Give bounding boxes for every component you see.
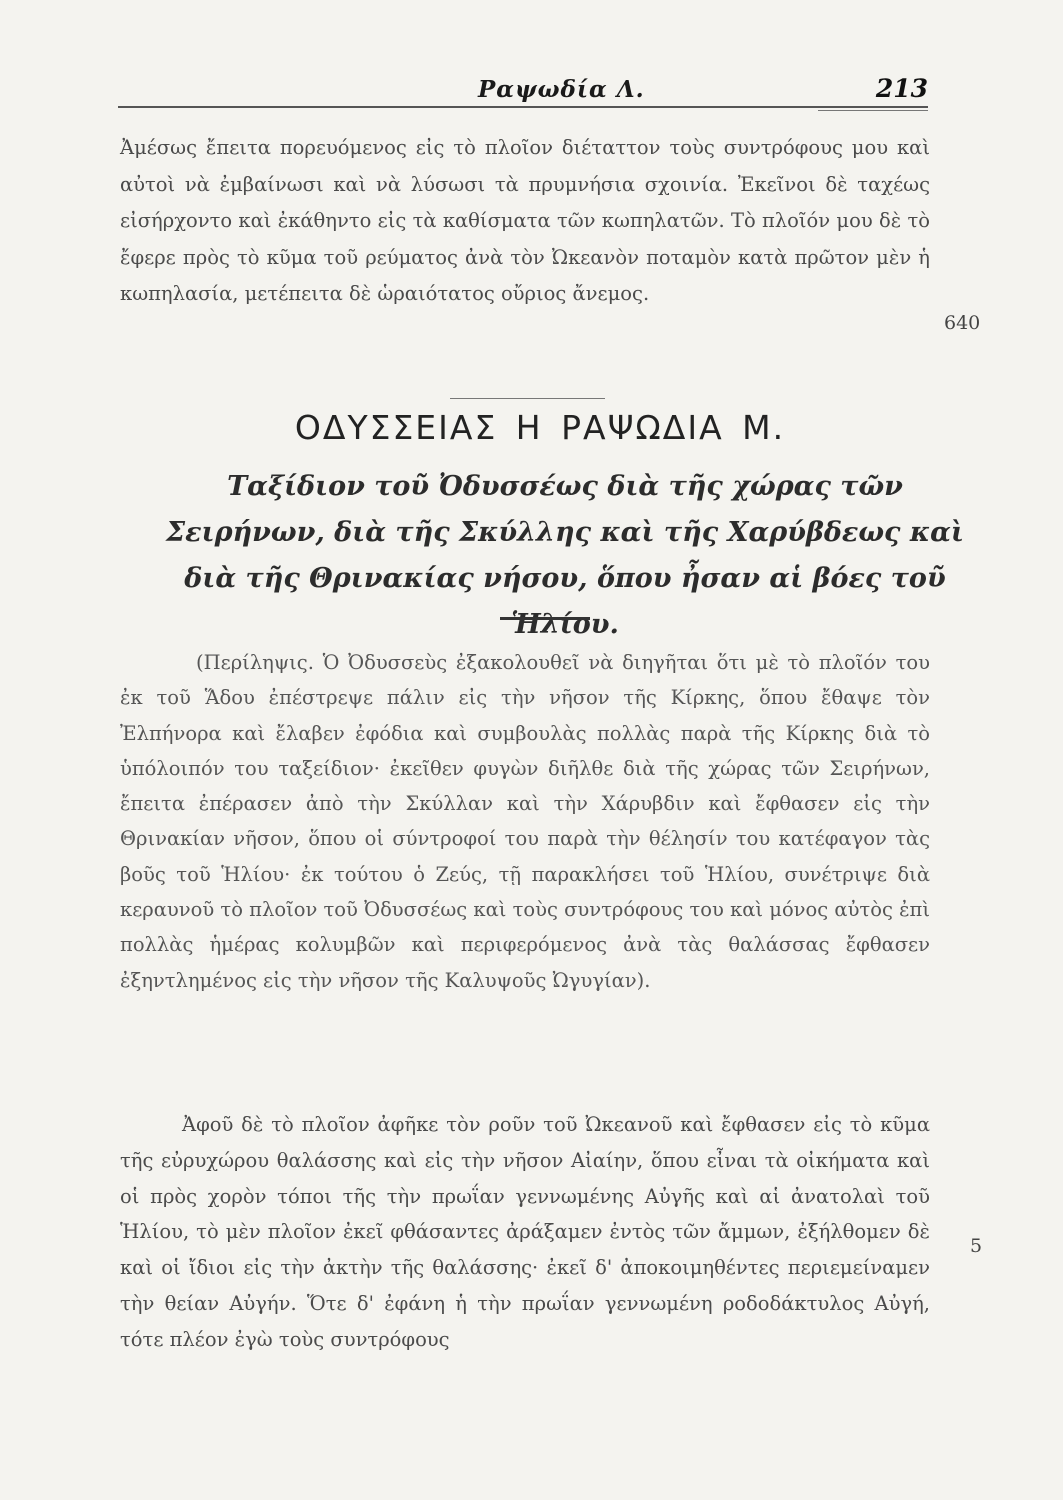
- chapter-subtitle: Ταξίδιον τοῦ Ὀδυσσέως διὰ τῆς χώρας τῶν Σειρήνων, διὰ τῆς Σκύλλης καὶ τῆς Χαρύβδεως καὶ διὰ τῆς Θρινακίας νήσου, ὅπου ἦσαν αἱ βόες τοῦ Ἡλίου.: [166, 471, 964, 640]
- top-paragraph: Ἀμέσως ἔπειτα πορευόμενος εἰς τὸ πλοῖον διέταττον τοὺς συντρόφους μου καὶ αὐτοὶ νὰ ἐμβαίνωσι καὶ νὰ λύσωσι τὰ πρυμνήσια σχοινία. Ἐκεῖνοι δὲ ταχέως εἰσήρχοντο καὶ ἐκάθηντο εἰς τὰ καθίσματα τῶν κωπηλατῶν. Τὸ πλοῖόν μου δὲ τὸ ἔφερε πρὸς τὸ κῦμα τοῦ ρεύματος ἀνὰ τὸν Ὠκεανὸν ποταμὸν κατὰ πρῶτον μὲν ἡ κωπηλασία, μετέπειτα δὲ ὡραιότατος οὔριος ἄνεμος.: [120, 136, 930, 305]
- header-rule: [118, 106, 928, 108]
- page-number: 213: [875, 74, 928, 103]
- section-divider: [450, 398, 605, 399]
- chapter-heading: ΟΔΥΣΣΕΙΑΣ Η ΡΑΨΩΔΙΑ Μ.: [294, 408, 786, 447]
- body-paragraph: Ἀφοῦ δὲ τὸ πλοῖον ἀφῆκε τὸν ροῦν τοῦ Ὠκεανοῦ καὶ ἔφθασεν εἰς τὸ κῦμα τῆς εὐρυχώρου θαλάσσης καὶ εἰς τὴν νῆσον Αἰαίην, ὅπου εἶναι τὰ οἰκήματα καὶ οἱ πρὸς χορὸν τόποι τῆς τὴν πρωΐαν γεννωμένης Αὐγῆς καὶ αἱ ἀνατολαὶ τοῦ Ἡλίου, τὸ μὲν πλοῖον ἐκεῖ φθάσαντες ἀράξαμεν ἐντὸς τῶν ἄμμων, ἐξήλθομεν δὲ καὶ οἱ ἴδιοι εἰς τὴν ἀκτὴν τῆς θαλάσσης· ἐκεῖ δ' ἀποκοιμηθέντες περιεμείναμεν τὴν θείαν Αὐγήν. Ὅτε δ' ἐφάνη ἡ τὴν πρωΐαν γεννωμένη ροδοδάκτυλος Αὐγή, τότε πλέον ἐγὼ τοὺς συντρόφους: [120, 1113, 930, 1351]
- running-title: Ραψωδία Λ.: [478, 76, 645, 103]
- running-head: [118, 70, 928, 110]
- subtitle-divider: [500, 617, 590, 620]
- header-rule-underline: [818, 110, 928, 111]
- summary-paragraph: (Περίληψις. Ὁ Ὀδυσσεὺς ἐξακολουθεῖ νὰ διηγῆται ὅτι μὲ τὸ πλοῖόν του ἐκ τοῦ Ἅδου ἐπέστρεψε πάλιν εἰς τὴν νῆσον τῆς Κίρκης, ὅπου ἔθαψε τὸν Ἐλπήνορα καὶ ἔλαβεν ἐφόδια καὶ συμβουλὰς πολλὰς παρὰ τῆς Κίρκης διὰ τὸ ὑπόλοιπόν του ταξείδιον· ἐκεῖθεν φυγὼν διῆλθε διὰ τῆς χώρας τῶν Σειρήνων, ἔπειτα ἐπέρασεν ἀπὸ τὴν Σκύλλαν καὶ τὴν Χάρυβδιν καὶ ἔφθασεν εἰς τὴν Θρινακίαν νῆσον, ὅπου οἱ σύντροφοί του παρὰ τὴν θέλησίν του κατέφαγον τὰς βοῦς τοῦ Ἡλίου· ἐκ τούτου ὁ Ζεύς, τῇ παρακλήσει τοῦ Ἡλίου, συνέτριψε διὰ κεραυνοῦ τὸ πλοῖον τοῦ Ὀδυσσέως καὶ τοὺς συντρόφους του καὶ μόνος αὐτὸς ἐπὶ πολλὰς ἡμέρας κολυμβῶν καὶ περιφερόμενος ἀνὰ τὰς θαλάσσας ἔφθασεν ἐξηντλημένος εἰς τὴν νῆσον τῆς Καλυψοῦς Ὠγυγίαν).: [120, 651, 930, 992]
- line-number-5: 5: [970, 1235, 983, 1257]
- line-number-640: 640: [944, 312, 981, 334]
